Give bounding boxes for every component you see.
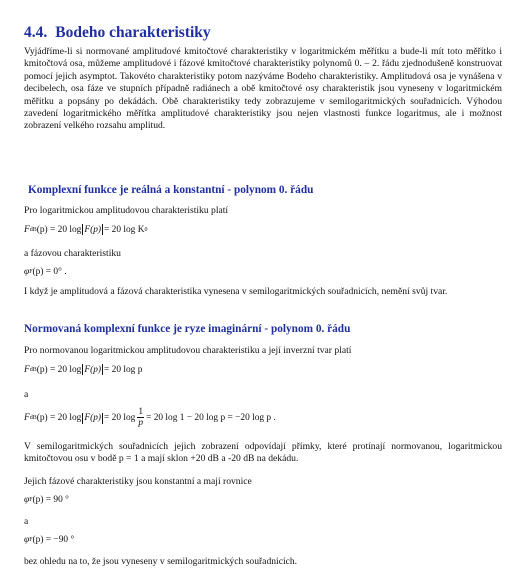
sub1-equation-phase xyxy=(24,267,67,277)
eq-lhs-sub: dB xyxy=(29,366,37,373)
sub1-paragraph: I když je amplitudová a fázová charakteristika vynesena v semilogaritmických souřadnicích, nemění svůj tvar. xyxy=(24,286,448,297)
phi-sub: F xyxy=(29,497,33,503)
sub2-equation-inverse xyxy=(24,408,276,428)
abs-bar-right xyxy=(102,364,103,375)
subsection-heading-1: Komplexní funkce je reálná a konstantní - polynom 0. řádu xyxy=(28,184,314,196)
eq-abs: F(p) xyxy=(84,364,102,375)
fraction-denominator: p xyxy=(138,418,144,428)
phi-symbol: φ xyxy=(24,535,30,545)
phase-text: (p) = 0° . xyxy=(32,267,67,277)
eq-arg: (p) = 20 log xyxy=(36,364,82,375)
section-title xyxy=(24,24,211,42)
eq-lhs-sub: dB xyxy=(29,415,37,421)
abs-bar-right xyxy=(102,413,103,424)
phase-text: (p) = −90 ° xyxy=(32,535,75,545)
sub1-intro-line: Pro logaritmickou amplitudovou charakteristiku platí xyxy=(24,205,229,216)
phi-symbol: φ xyxy=(24,267,30,277)
sub2-intro-line: Pro normovanou logaritmickou amplitudovou charakteristiku a její inverzní tvar platí xyxy=(24,345,352,356)
abs-bar-right xyxy=(102,224,103,235)
phi-symbol: φ xyxy=(24,495,30,505)
section-title-text: Bodeho charakteristiky xyxy=(55,24,211,41)
subsection-heading-2: Normovaná komplexní funkce je ryze imaginární - polynom 0. řádu xyxy=(24,323,351,335)
eq-rhs-sub: 0 xyxy=(144,226,148,233)
section-number: 4.4. xyxy=(24,24,48,41)
phi-sub: F xyxy=(29,537,33,543)
phase-text: (p) = 90 ° xyxy=(32,495,69,505)
eq-arg: (p) = 20 log xyxy=(36,224,82,235)
eq-abs: F(p) xyxy=(84,413,102,423)
eq-lhs: F xyxy=(24,413,30,423)
sub2-closing-line: bez ohledu na to, že jsou vyneseny v semilogaritmických souřadnicích. xyxy=(24,556,298,567)
eq-mid: = 20 log xyxy=(104,413,136,423)
sub2-equation-phase-plus xyxy=(24,495,69,505)
sub2-phase-line: Jejich fázové charakteristiky jsou konstantní a mají rovnice xyxy=(24,476,252,487)
eq-rhs: = 20 log K xyxy=(104,224,145,235)
eq-rhs: = 20 log p xyxy=(104,364,143,375)
eq-arg: (p) = 20 log xyxy=(36,413,82,423)
fraction xyxy=(137,408,144,428)
sub1-phase-line: a fázovou charakteristiku xyxy=(24,248,121,259)
sub2-and-2: a xyxy=(24,516,29,527)
intro-paragraph: Vyjádříme-li si normované amplitudové kmitočtové charakteristiky v logaritmickém měřítku a bude-li mít toto měřítko i kmitočtová osa, můžeme amplitudové i fázové kmitočtové charakteristiky polynomů 0. – 2. řádu zjednodušeně konstruovat pomocí jejich asymptot. Takovéto charakteristiky potom nazýváme Bodeho charakteristiky. Amplitudová osa je vynášena v decibelech, osa fáze ve stupních případně radiánech a obě kmitočtové osy charakteristik jsou vyneseny v logaritmickém měřítku a popsány po dekádách. Obě charakteristiky tedy zobrazujeme v semilogaritmických souřadnicích. Výhodou zavedení logaritmického měřítka amplitudové charakteristiky jsou nejen vlastnosti funkce logaritmus, ale i možnost zobrazení velkého rozsahu amplitud. xyxy=(24,46,502,132)
sub2-equation-amplitude xyxy=(24,364,142,375)
eq-lhs: F xyxy=(24,224,30,235)
eq-lhs: F xyxy=(24,364,30,375)
sub2-and-1: a xyxy=(24,389,29,400)
fraction-numerator: 1 xyxy=(138,407,144,417)
phi-sub: F xyxy=(29,269,33,275)
sub2-paragraph: V semilogaritmických souřadnicích jejich zobrazení odpovídají přímky, které protínají normovanou, logaritmickou kmitočtovou osu v bodě p = 1 a mají sklon +20 dB a -20 dB na dekádu. xyxy=(24,441,502,465)
eq-abs: F(p) xyxy=(84,224,102,235)
sub1-equation-amplitude xyxy=(24,224,147,235)
sub2-equation-phase-minus xyxy=(24,535,74,545)
eq-lhs-sub: dB xyxy=(29,226,37,233)
eq-rhs: = 20 log 1 − 20 log p = −20 log p . xyxy=(146,413,276,423)
